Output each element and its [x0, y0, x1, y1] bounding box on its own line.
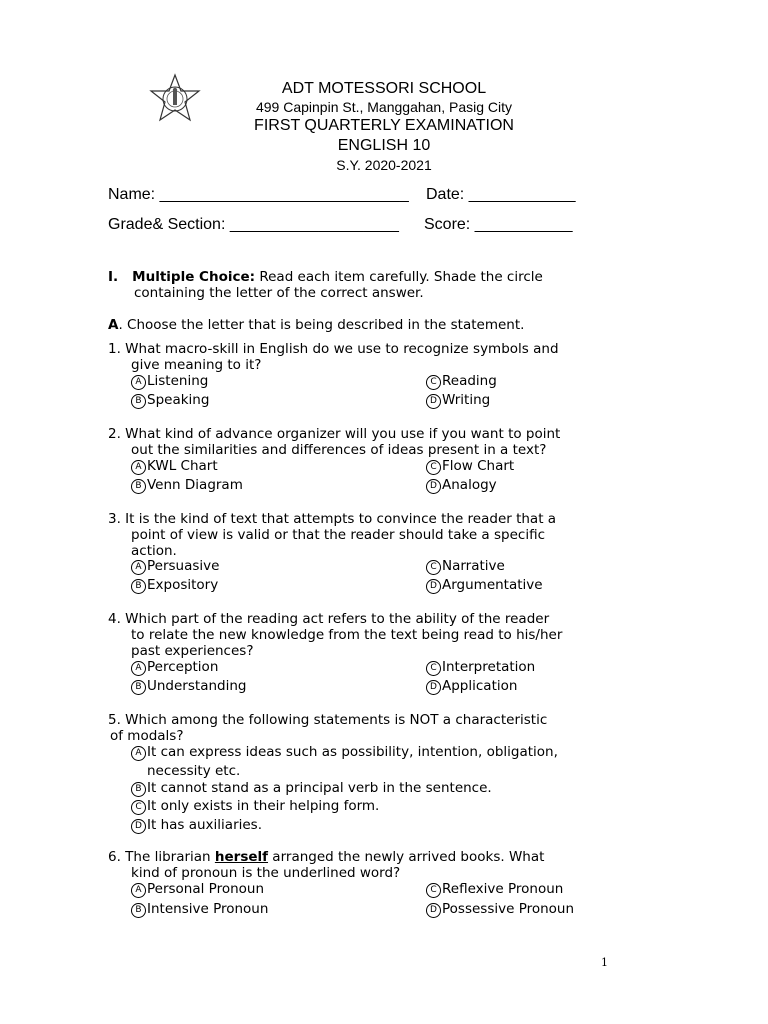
q4-option-c[interactable]: [426, 658, 535, 676]
section-instruction-a: Read each item carefully. Shade the circle: [255, 269, 543, 285]
q6-pre-text: 6. The librarian: [108, 849, 215, 865]
question-4-line-1: 4. Which part of the reading act refers to the ability of the reader: [108, 611, 550, 627]
q1-option-c[interactable]: [426, 372, 497, 390]
q1-option-d-label: Writing: [442, 392, 491, 408]
q1-option-b[interactable]: [131, 391, 209, 409]
option-circle-icon: A: [131, 883, 146, 898]
part-a-text: . Choose the letter that is being described in the statement.: [118, 317, 525, 333]
q5-option-d-label: It has auxiliaries.: [147, 817, 262, 833]
question-5-line-2: of modals?: [110, 728, 184, 744]
q3-option-c-label: Narrative: [442, 558, 505, 574]
q6-option-a-label: Personal Pronoun: [147, 881, 265, 897]
question-3-line-2: point of view is valid or that the reader should take a specific: [131, 527, 545, 543]
school-name: ADT MOTESSORI SCHOOL: [281, 80, 487, 97]
q5-option-b[interactable]: [131, 779, 492, 797]
q1-option-d[interactable]: [426, 391, 490, 409]
subject-title: ENGLISH 10: [337, 137, 431, 154]
q3-option-b[interactable]: [131, 576, 218, 594]
option-circle-icon: C: [426, 460, 441, 475]
option-circle-icon: A: [131, 460, 146, 475]
question-6-line-2: kind of pronoun is the underlined word?: [131, 865, 401, 881]
school-year: S.Y. 2020-2021: [336, 157, 432, 173]
q6-option-c-label: Reflexive Pronoun: [442, 881, 564, 897]
q4-option-a-label: Perception: [147, 659, 219, 675]
underlined-word: herself: [214, 849, 269, 865]
part-a-instruction: [108, 317, 524, 333]
q1-option-c-label: Reading: [442, 373, 497, 389]
exam-title: FIRST QUARTERLY EXAMINATION: [254, 117, 514, 134]
q3-option-c[interactable]: [426, 557, 505, 575]
q5-option-a-label: It can express ideas such as possibility, intention, obligation,: [147, 744, 558, 760]
section-instruction-b: containing the letter of the correct answer.: [134, 285, 424, 301]
q4-option-d-label: Application: [442, 678, 518, 694]
option-circle-icon: A: [131, 560, 146, 575]
question-2-line-2: out the similarities and differences of ideas present in a text?: [131, 442, 547, 458]
question-5-line-1: 5. Which among the following statements is NOT a characteristic: [108, 712, 548, 728]
q3-option-d[interactable]: [426, 576, 543, 594]
option-circle-icon: C: [426, 883, 441, 898]
question-3-line-1: 3. It is the kind of text that attempts to convince the reader that a: [108, 511, 557, 527]
option-circle-icon: C: [426, 375, 441, 390]
question-3-line-3: action.: [131, 543, 177, 559]
question-4-line-2: to relate the new knowledge from the text being read to his/her: [131, 627, 563, 643]
option-circle-icon: D: [131, 819, 146, 834]
q6-option-a[interactable]: [131, 880, 264, 898]
q4-option-a[interactable]: [131, 658, 218, 676]
section-instructions: [108, 269, 618, 285]
section-title: Multiple Choice:: [132, 269, 256, 285]
date-field: Date: ____________: [426, 186, 576, 203]
q2-option-a[interactable]: [131, 457, 218, 475]
option-circle-icon: C: [131, 800, 146, 815]
q5-option-b-label: It cannot stand as a principal verb in the sentence.: [147, 780, 492, 796]
q5-option-a[interactable]: [131, 743, 558, 761]
q2-option-d[interactable]: [426, 476, 497, 494]
q2-option-c[interactable]: [426, 457, 514, 475]
question-2-line-1: 2. What kind of advance organizer will you use if you want to point: [108, 426, 561, 442]
q6-option-d[interactable]: [426, 900, 574, 918]
question-1-line-2: give meaning to it?: [131, 357, 262, 373]
q1-option-b-label: Speaking: [147, 392, 210, 408]
q6-option-d-label: Possessive Pronoun: [442, 901, 575, 917]
q6-post-text: arranged the newly arrived books. What: [268, 849, 545, 865]
q5-option-c[interactable]: [131, 797, 379, 815]
q2-option-c-label: Flow Chart: [442, 458, 515, 474]
school-address: 499 Capinpin St., Manggahan, Pasig City: [255, 99, 513, 115]
option-circle-icon: B: [131, 394, 146, 409]
option-circle-icon: B: [131, 479, 146, 494]
q5-option-d[interactable]: [131, 816, 262, 834]
q4-option-b-label: Understanding: [147, 678, 247, 694]
q4-option-d[interactable]: [426, 677, 517, 695]
question-6-line-1: [108, 849, 544, 865]
q4-option-c-label: Interpretation: [442, 659, 536, 675]
question-4-line-3: past experiences?: [131, 643, 254, 659]
option-circle-icon: C: [426, 560, 441, 575]
q3-option-d-label: Argumentative: [442, 577, 543, 593]
option-circle-icon: B: [131, 903, 146, 918]
q2-option-d-label: Analogy: [442, 477, 497, 493]
option-circle-icon: D: [426, 479, 441, 494]
name-field: Name: ____________________________: [108, 186, 409, 203]
q2-option-a-label: KWL Chart: [147, 458, 218, 474]
option-circle-icon: B: [131, 782, 146, 797]
option-circle-icon: C: [426, 661, 441, 676]
option-circle-icon: D: [426, 680, 441, 695]
section-numeral: I.: [108, 269, 119, 285]
q6-option-b[interactable]: [131, 900, 268, 918]
option-circle-icon: A: [131, 661, 146, 676]
q2-option-b-label: Venn Diagram: [147, 477, 243, 493]
page-number: 1: [601, 956, 608, 969]
option-circle-icon: B: [131, 579, 146, 594]
option-circle-icon: A: [131, 746, 146, 761]
part-a-letter: A: [108, 317, 119, 333]
q6-option-b-label: Intensive Pronoun: [147, 901, 269, 917]
q5-option-a-continuation: necessity etc.: [147, 763, 241, 779]
q4-option-b[interactable]: [131, 677, 246, 695]
grade-section-field: Grade& Section: ___________________: [108, 216, 399, 233]
q5-option-c-label: It only exists in their helping form.: [147, 798, 380, 814]
q3-option-b-label: Expository: [147, 577, 219, 593]
option-circle-icon: D: [426, 579, 441, 594]
score-field: Score: ___________: [424, 216, 573, 233]
q3-option-a-label: Persuasive: [147, 558, 220, 574]
q3-option-a[interactable]: [131, 557, 219, 575]
q1-option-a[interactable]: [131, 372, 208, 390]
q1-option-a-label: Listening: [147, 373, 209, 389]
option-circle-icon: A: [131, 375, 146, 390]
option-circle-icon: D: [426, 903, 441, 918]
option-circle-icon: B: [131, 680, 146, 695]
question-1-line-1: 1. What macro-skill in English do we use to recognize symbols and: [108, 341, 559, 357]
q2-option-b[interactable]: [131, 476, 243, 494]
q6-option-c[interactable]: [426, 880, 563, 898]
option-circle-icon: D: [426, 394, 441, 409]
